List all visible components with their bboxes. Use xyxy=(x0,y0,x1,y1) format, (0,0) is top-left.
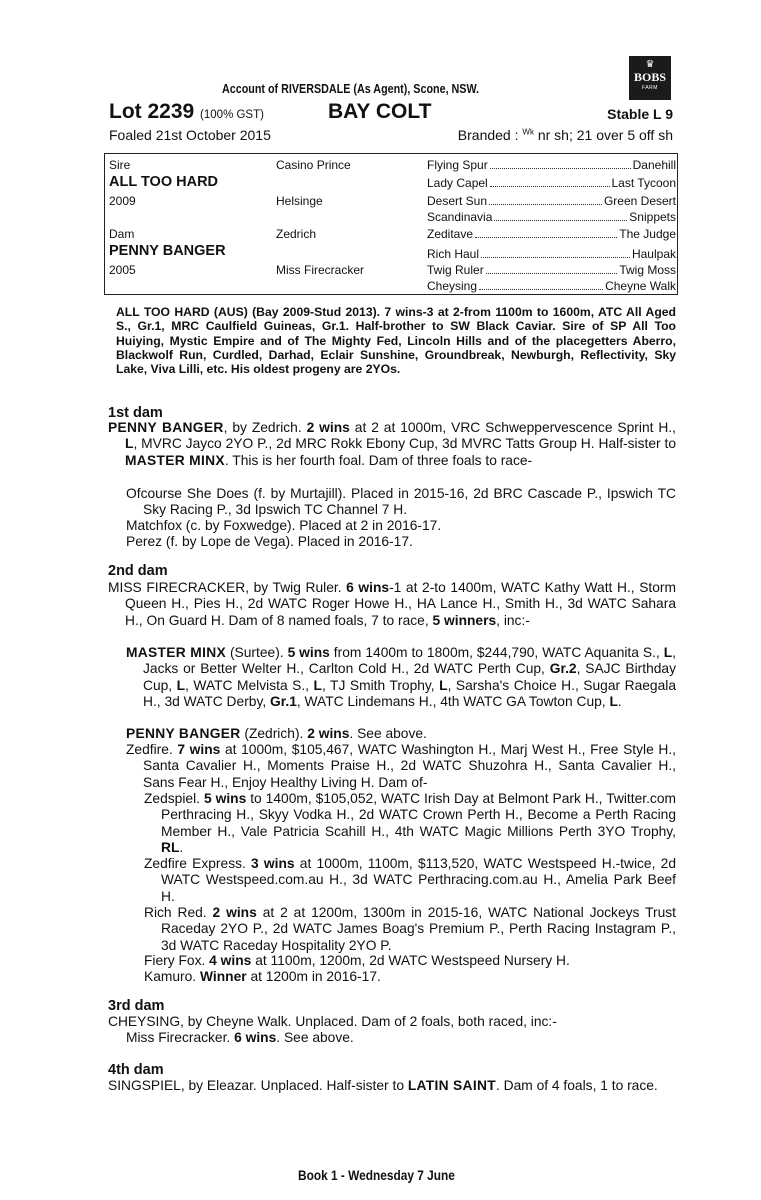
text: , WATC Melvista S., xyxy=(185,677,314,693)
text: (Surtee). xyxy=(226,645,288,660)
text: , Sarsha's Choice H., Sugar Raegala H., 3d WATC Derby, xyxy=(143,677,676,709)
ancestor-row xyxy=(427,194,676,208)
text: , inc:- xyxy=(496,612,530,628)
ancestor-sire: Danehill xyxy=(632,158,676,172)
listed-badge: L xyxy=(439,677,448,693)
ancestor-sire: Snippets xyxy=(629,210,676,224)
gst-note: (100% GST) xyxy=(200,109,264,121)
wins: Winner xyxy=(199,969,247,984)
ancestor-row xyxy=(427,158,676,172)
horse-name: MASTER MINX xyxy=(126,645,226,660)
text: Miss Firecracker. xyxy=(126,1030,235,1045)
text: at 1000m, $105,467, WATC Washington H., Marj West H., Free Style H., Santa Cavalier H., Moments Praise H., 2d WATC Shuzohra H., Santa Cavalier H., Sans Fear H., Enjoy Healthy Living H. Dam of- xyxy=(143,742,676,790)
second-dam-entry xyxy=(108,580,676,629)
sire-summary: ALL TOO HARD (AUS) (Bay 2009-Stud 2013). 7 wins-3 at 2-from 1100m to 1600m, ATC All Aged S., Gr.1, MRC Caulfield Guineas, Gr.1. Half-brother to SW Black Caviar. Sire of SP All Too Huiying, Mystic Empire and of The Mighty Fed, Lincoln Hills and of the placegetters Aberro, Blackwolf Run, Curdled, Darhad, Eclair Sunshine, Groundbreak, Newburgh, Reflectivity, Sky Lake, Viva Lilli, etc. His oldest progeny are 2YOs. xyxy=(116,305,676,377)
ancestor-name: Twig Ruler xyxy=(427,263,484,277)
ancestor-row xyxy=(427,210,676,224)
page-footer: Book 1 - Wednesday 7 June xyxy=(298,1168,455,1183)
third-dam-heading: 3rd dam xyxy=(108,998,165,1014)
group-badge: Gr.1 xyxy=(270,693,297,709)
text: -1 at 2-to 1400m, WATC Kathy Watt H., Storm Queen H., Pies H., 2d WATC Roger Howe H., HA Lance H., Smith H., 3d WATC Sahara H., On Guard H. Dam of 8 named foals, 7 to race, xyxy=(125,580,676,628)
sire-sire: Casino Prince xyxy=(276,158,351,172)
text: Zedfire Express. xyxy=(144,856,252,871)
text: MISS FIRECRACKER, by Twig Ruler. xyxy=(108,580,347,595)
fourth-dam-entry xyxy=(108,1078,676,1094)
ancestor-row xyxy=(427,176,676,190)
text: at 1100m, 1200m, 2d WATC Westspeed Nursery H. xyxy=(251,953,570,968)
sire-label: Sire xyxy=(109,158,131,172)
listed-badge: L xyxy=(125,436,134,452)
winners: 5 winners xyxy=(432,612,497,628)
brand-prefix: Branded : xyxy=(457,127,523,143)
ancestor-name: Scandinavia xyxy=(427,210,493,224)
ancestor-name: Cheysing xyxy=(427,279,478,293)
listed-badge: L xyxy=(313,677,322,693)
sire-year: 2009 xyxy=(109,194,136,208)
bobs-logo xyxy=(629,56,671,100)
grand-progeny-entry xyxy=(144,791,676,856)
horse-name: PENNY BANGER xyxy=(126,726,241,741)
sire-name: ALL TOO HARD xyxy=(109,174,219,190)
crown-icon: ♛ xyxy=(645,59,655,70)
vendor-account: Account of RIVERSDALE (As Agent), Scone, NSW. xyxy=(222,82,480,96)
text: SINGSPIEL, by Eleazar. Unplaced. Half-sister to xyxy=(108,1078,408,1093)
text: . See above. xyxy=(276,1030,354,1045)
dam-dam: Miss Firecracker xyxy=(276,263,365,277)
progeny-entry xyxy=(126,645,676,710)
horse-name: PENNY BANGER xyxy=(108,420,224,435)
brand-suffix: nr sh; 21 over 5 off sh xyxy=(533,127,673,143)
text: . Dam of 4 foals, 1 to race. xyxy=(495,1078,658,1093)
ancestor-row xyxy=(427,247,676,261)
ancestor-name: Lady Capel xyxy=(427,176,488,190)
horse-name: MASTER MINX xyxy=(125,452,225,468)
listed-badge: L xyxy=(663,645,673,660)
wins: 5 wins xyxy=(287,645,330,660)
ancestor-sire: Last Tycoon xyxy=(611,176,676,190)
text: Rich Red. xyxy=(144,905,213,920)
restricted-listed-badge: RL xyxy=(161,839,180,855)
lot-label: Lot 2239 xyxy=(109,100,195,123)
ancestor-name: Rich Haul xyxy=(427,247,480,261)
wins: 7 wins xyxy=(177,742,221,757)
text: Fiery Fox. xyxy=(144,953,210,968)
text: from 1400m to 1800m, $244,790, WATC Aquanita S., xyxy=(329,645,664,660)
grand-progeny-entry xyxy=(144,953,676,969)
text: , WATC Lindemans H., 4th WATC GA Towton Cup, xyxy=(296,693,610,709)
horse-name: LATIN SAINT xyxy=(407,1078,496,1093)
dam-sire: Zedrich xyxy=(276,227,317,241)
progeny-entry xyxy=(126,726,676,742)
grand-progeny-entry xyxy=(144,969,676,985)
text: , by Zedrich. xyxy=(223,420,307,435)
brand-mark: Wk xyxy=(522,127,534,137)
lot-number xyxy=(109,100,264,124)
ancestor-sire: Green Desert xyxy=(603,194,676,208)
stable-number: Stable L 9 xyxy=(607,106,673,122)
ancestor-name: Flying Spur xyxy=(427,158,488,172)
wins: 2 wins xyxy=(307,726,350,741)
progeny-entry xyxy=(126,1030,676,1046)
second-dam-heading: 2nd dam xyxy=(108,563,168,579)
ancestor-sire: Haulpak xyxy=(631,247,676,261)
progeny-entry xyxy=(126,742,676,791)
group-badge: Gr.2 xyxy=(549,661,577,677)
wins: 3 wins xyxy=(251,856,295,871)
grand-progeny-entry xyxy=(144,905,676,954)
text: . This is her fourth foal. Dam of three foals to race- xyxy=(224,452,533,468)
logo-brand: BOBS xyxy=(633,70,666,84)
text: at 1000m, 1100m, $113,520, WATC Westspeed H.-twice, 2d WATC Westspeed.com.au H., 3d WATC Perthracing.com.au H., Amelia Park Beef H. xyxy=(161,856,676,904)
progeny-entry: Ofcourse She Does (f. by Murtajill). Placed in 2015-16, 2d BRC Cascade P., Ipswich TC Sky Racing P., 3d Ipswich TC Channel 7 H. xyxy=(126,486,676,518)
ancestor-row xyxy=(427,227,676,241)
progeny-entry: Matchfox (c. by Foxwedge). Placed at 2 in 2016-17. xyxy=(126,518,442,533)
ancestor-row xyxy=(427,263,676,277)
sire-dam: Helsinge xyxy=(276,194,323,208)
wins: 6 wins xyxy=(234,1030,277,1045)
ancestor-name: Desert Sun xyxy=(427,194,488,208)
logo-sub: FARM xyxy=(642,85,658,91)
wins: 2 wins xyxy=(212,905,257,920)
dam-name: PENNY BANGER xyxy=(109,243,226,259)
wins: 4 wins xyxy=(209,953,252,968)
pedigree-table xyxy=(104,153,678,295)
text: at 2 at 1000m, VRC Schweppervescence Sprint H., xyxy=(349,420,676,435)
progeny-entry: Perez (f. by Lope de Vega). Placed in 2016-17. xyxy=(126,534,413,549)
dam-year: 2005 xyxy=(109,263,136,277)
wins: 6 wins xyxy=(346,580,390,595)
text: . xyxy=(617,693,622,709)
brand-info xyxy=(458,127,673,143)
text: (Zedrich). xyxy=(240,726,308,741)
text: , TJ Smith Trophy, xyxy=(321,677,440,693)
text: Kamuro. xyxy=(144,969,200,984)
first-dam-heading: 1st dam xyxy=(108,405,163,421)
dam-label: Dam xyxy=(109,227,135,241)
text: Zedspiel. xyxy=(144,791,204,806)
text: to 1400m, $105,052, WATC Irish Day at Belmont Park H., Twitter.com Perthracing H., Skyy Vodka H., 2d WATC Crown Perth H., Become a Perth Racing Member H., Vale Patricia Scahill H., 4th WATC Magic Millions Perth 3YO Trophy, xyxy=(161,791,676,839)
text: at 2 at 1200m, 1300m in 2015-16, WATC National Jockeys Trust Raceday 2YO P., 2d WATC James Boag's Premium P., Perth Racing Instagram P., 3d WATC Raceday Hospitality 2YO P. xyxy=(161,905,676,953)
text: , SAJC Birthday Cup, xyxy=(143,661,676,693)
text: . xyxy=(179,839,184,855)
text: at 1200m in 2016-17. xyxy=(246,969,381,984)
first-dam-entry xyxy=(108,420,676,469)
wins: 2 wins xyxy=(306,420,350,435)
ancestor-sire: Twig Moss xyxy=(619,263,676,277)
text: , MVRC Jayco 2YO P., 2d MRC Rokk Ebony Cup, 3d MVRC Tatts Group H. Half-sister to xyxy=(133,436,676,452)
ancestor-name: Zeditave xyxy=(427,227,474,241)
grand-progeny-entry xyxy=(144,856,676,905)
text: Zedfire. xyxy=(126,742,178,757)
third-dam-entry: CHEYSING, by Cheyne Walk. Unplaced. Dam of 2 foals, both raced, inc:- xyxy=(108,1014,557,1029)
ancestor-sire: The Judge xyxy=(619,227,676,241)
ancestor-sire: Cheyne Walk xyxy=(605,279,676,293)
lot-description: BAY COLT xyxy=(328,100,432,123)
wins: 5 wins xyxy=(203,791,247,806)
foaled-date: Foaled 21st October 2015 xyxy=(109,127,271,143)
fourth-dam-heading: 4th dam xyxy=(108,1062,164,1078)
text: . See above. xyxy=(349,726,427,741)
listed-badge: L xyxy=(609,693,618,709)
listed-badge: L xyxy=(176,677,186,693)
ancestor-row xyxy=(427,279,676,293)
text: , Jacks or Better Welter H., Carlton Cold H., 2d WATC Perth Cup, xyxy=(143,645,676,677)
